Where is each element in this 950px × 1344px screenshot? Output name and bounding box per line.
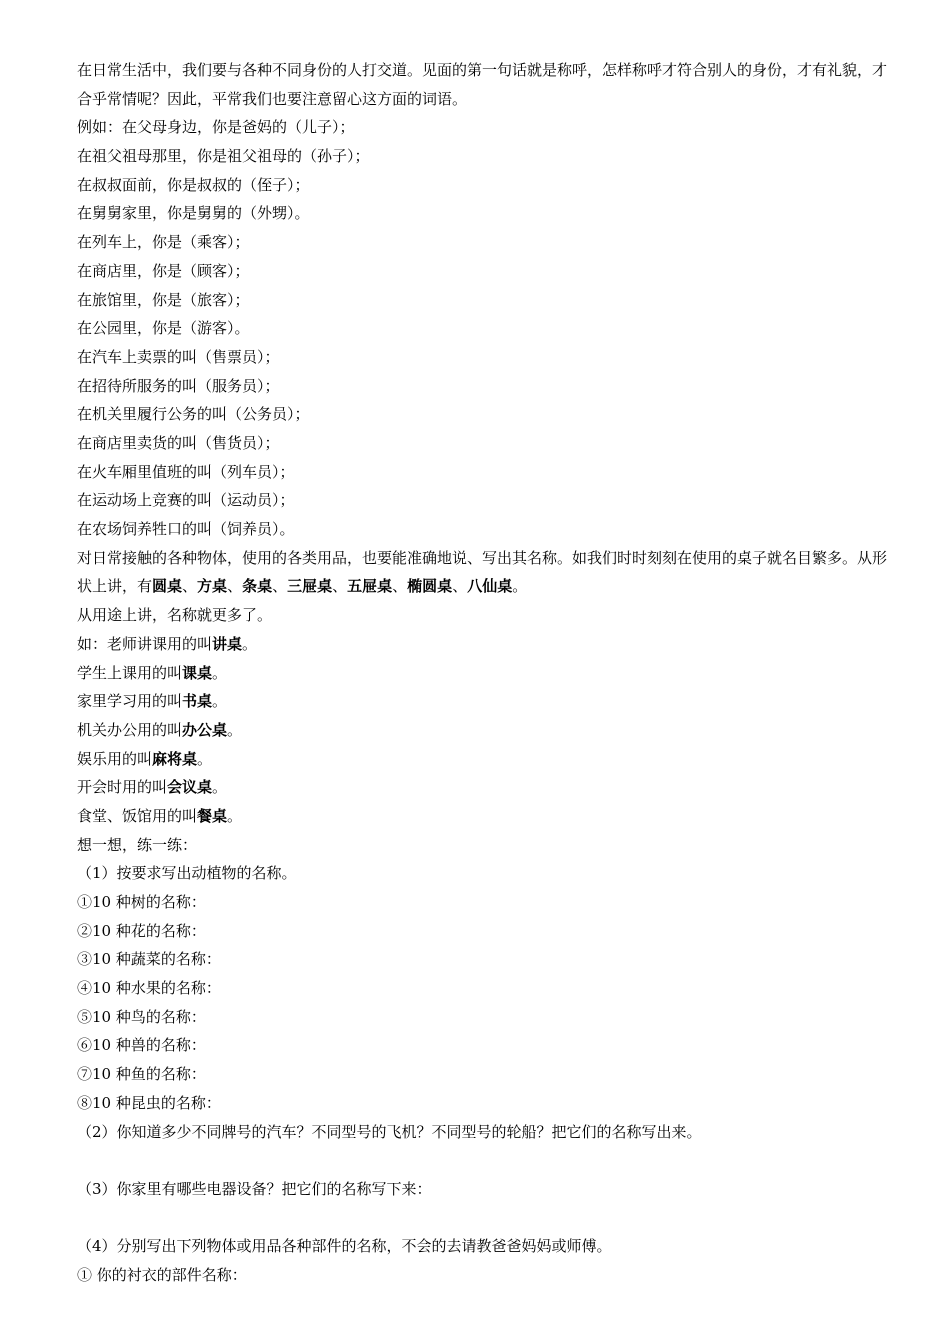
intro-paragraph: 在日常生活中，我们要与各种不同身份的人打交道。见面的第一句话就是称呼，怎样称呼才符合别人的身份，才有礼貌，才合乎常情呢？因此，平常我们也要注意留心这方面的词语。 [77,61,888,108]
table-name: 会议桌 [167,778,213,797]
list-item: 在火车厢里值班的叫（列车员）； [77,462,295,481]
list-item: 在机关里履行公务的叫（公务员）； [77,405,310,424]
list-item: 在旅馆里，你是（旅客）； [77,290,250,309]
table-shape: 圆桌 [152,577,183,596]
list-item: 例如：在父母身边，你是爸妈的（儿子）； [77,118,355,137]
list-item: 学生上课用的叫课桌。 [77,663,228,682]
list-item: 在农场饲养牲口的叫（饲养员）。 [77,520,295,539]
list-item: 在汽车上卖票的叫（售票员）； [77,347,280,366]
table-shape: 五屉桌 [347,577,393,596]
question-1-title: （1）按要求写出动植物的名称。 [77,864,297,883]
list-item: 在公园里，你是（游客）。 [77,319,250,338]
table-name: 办公桌 [182,720,228,739]
table-shape: 方桌 [197,577,228,596]
list-item: 在叔叔面前，你是叔叔的（侄子）； [77,175,310,194]
list-item: 在商店里，你是（顾客）； [77,261,250,280]
list-item: 在招待所服务的叫（服务员）； [77,376,280,395]
objects-paragraph: 对日常接触的各种物体，使用的各类用品，也要能准确地说、写出其名称。如我们时时刻刻在使用的桌子就名目繁多。从形状上讲，有圆桌、方桌、条桌、三屉桌、五屉桌、椭圆桌、八仙桌。 [77,548,888,596]
list-item: 在祖父祖母那里，你是祖父祖母的（孙子）； [77,147,370,166]
list-item: 在运动场上竞赛的叫（运动员）； [77,491,295,510]
table-shape: 椭圆桌 [407,577,453,596]
list-item: 食堂、饭馆用的叫餐桌。 [77,806,243,825]
address-examples [47,113,898,543]
list-item: ⑤10 种鸟的名称： [77,1007,206,1026]
table-name: 讲桌 [212,634,243,653]
list-item: ③10 种蔬菜的名称： [77,950,221,969]
table-name: 课桌 [182,663,213,682]
answer-space [47,1204,898,1233]
table-name: 书桌 [182,692,213,711]
list-item: ⑦10 种鱼的名称： [77,1065,206,1084]
table-shape: 八仙桌 [467,577,513,596]
list-item: ④10 种水果的名称： [77,979,221,998]
list-item: ① 你的衬衣的部件名称： [77,1265,247,1284]
list-item: 在列车上，你是（乘客）； [77,233,250,252]
question-2: （2）你知道多少不同牌号的汽车？不同型号的飞机？不同型号的轮船？把它们的名称写出来。 [77,1122,702,1141]
practice-title: 想一想，练一练： [77,835,198,854]
use-examples [47,630,898,831]
list-item: ①10 种树的名称： [77,893,206,911]
question-4-title: （4）分别写出下列物体或用品各种部件的名称，不会的去请教爸爸妈妈或师傅。 [77,1237,612,1256]
list-item: 娱乐用的叫麻将桌。 [77,749,213,768]
table-name: 餐桌 [197,806,228,825]
list-item: 在商店里卖货的叫（售货员）； [77,433,280,452]
question-3: （3）你家里有哪些电器设备？把它们的名称写下来： [77,1179,432,1198]
list-item: 在舅舅家里，你是舅舅的（外甥）。 [77,204,310,223]
objects-paragraph-text: 对日常接触的各种物体，使用的各类用品，也要能准确地说、写出其名称。如我们时时刻刻在使用的桌子就名目繁多。从形状上讲，有 [77,548,888,596]
list-item: 如：老师讲课用的叫讲桌。 [77,634,258,653]
table-shape: 条桌 [242,577,273,596]
list-item: 家里学习用的叫书桌。 [77,692,228,711]
use-intro: 从用途上讲，名称就更多了。 [77,606,273,625]
question-1-items [47,888,898,1118]
answer-space [47,1146,898,1175]
list-item: ⑧10 种昆虫的名称： [77,1093,221,1112]
list-item: ②10 种花的名称： [77,921,206,940]
list-item: 机关办公用的叫办公桌。 [77,720,243,739]
table-shape: 三屉桌 [287,577,333,596]
list-item: ⑥10 种兽的名称： [77,1036,206,1055]
list-item: 开会时用的叫会议桌。 [77,778,228,797]
table-name: 麻将桌 [152,749,198,768]
